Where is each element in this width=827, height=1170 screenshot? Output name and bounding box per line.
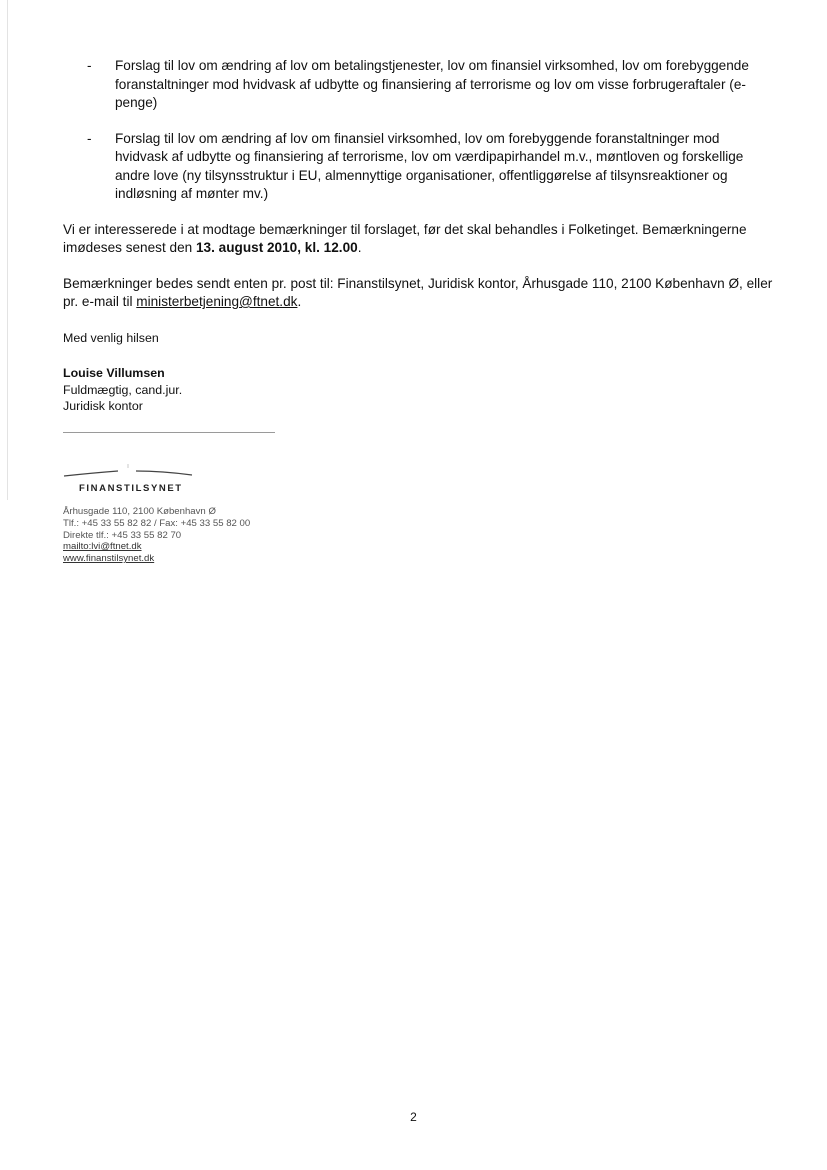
logo-wordmark: FINANSTILSYNET (79, 483, 183, 494)
signatory-name: Louise Villumsen (63, 366, 165, 380)
deadline: 13. august 2010, kl. 12.00 (195, 240, 358, 255)
page-number: 2 (410, 1110, 417, 1124)
contact-footer (63, 506, 250, 565)
comments-request-text: Vi er interesserede i at modtage bemærkninger til forslaget, før det skal behandles i Folketinget. Bemærkningerne imødeses senest den (63, 221, 747, 255)
bill-description: Forslag til lov om ændring af lov om finansiel virksomhed, lov om forebyggende foranstaltninger mod hvidvask af udbytte og finansiering af terrorisme, lov om værdipapirhandel m.v., møntloven og forskellige andre love (ny tilsynsstruktur i EU, almennyttige organisationer, offentliggørelse af tilsynsreaktioner og indløsning af mønter mv.) (115, 130, 744, 201)
punctuation: . (357, 240, 362, 255)
finanstilsynet-logo-icon (62, 462, 202, 482)
footer-website-link[interactable]: www.finanstilsynet.dk (63, 553, 155, 565)
submission-text: Bemærkninger bedes sendt enten pr. post til: Finanstilsynet, Juridisk kontor, Århusgade 110, 2100 København Ø, eller pr. e-mail til (63, 275, 773, 309)
footer-address: Århusgade 110, 2100 København Ø (63, 506, 216, 517)
footer-direct-phone: Direkte tlf.: +45 33 55 82 70 (63, 529, 182, 541)
letter-body (63, 57, 775, 415)
bullet-dash: - (87, 130, 92, 146)
signatory-department: Juridisk kontor (63, 399, 143, 413)
signatory-title: Fuldmægtig, cand.jur. (63, 382, 183, 397)
punctuation: . (297, 294, 302, 309)
page-margin-line (7, 0, 8, 500)
bill-list-item (63, 130, 775, 204)
comments-request-paragraph (63, 221, 775, 258)
signature-divider (63, 432, 275, 433)
signature-block (63, 365, 775, 415)
bill-list-item (63, 57, 775, 113)
closing-greeting: Med venlig hilsen (63, 330, 159, 345)
footer-phone-fax: Tlf.: +45 33 55 82 82 / Fax: +45 33 55 82 00 (63, 517, 251, 529)
submission-paragraph (63, 275, 775, 312)
bullet-dash: - (87, 58, 92, 73)
footer-mailto-link[interactable]: mailto:lvi@ftnet.dk (63, 541, 142, 553)
email-link[interactable]: ministerbetjening@ftnet.dk (136, 294, 298, 309)
bill-description: Forslag til lov om ændring af lov om betalingstjenester, lov om finansiel virksomhed, lov om forebyggende foranstaltninger mod hvidvask af udbytte og finansiering af terrorisme og lov om visse forbrugeraftaler (e-penge) (115, 58, 749, 110)
